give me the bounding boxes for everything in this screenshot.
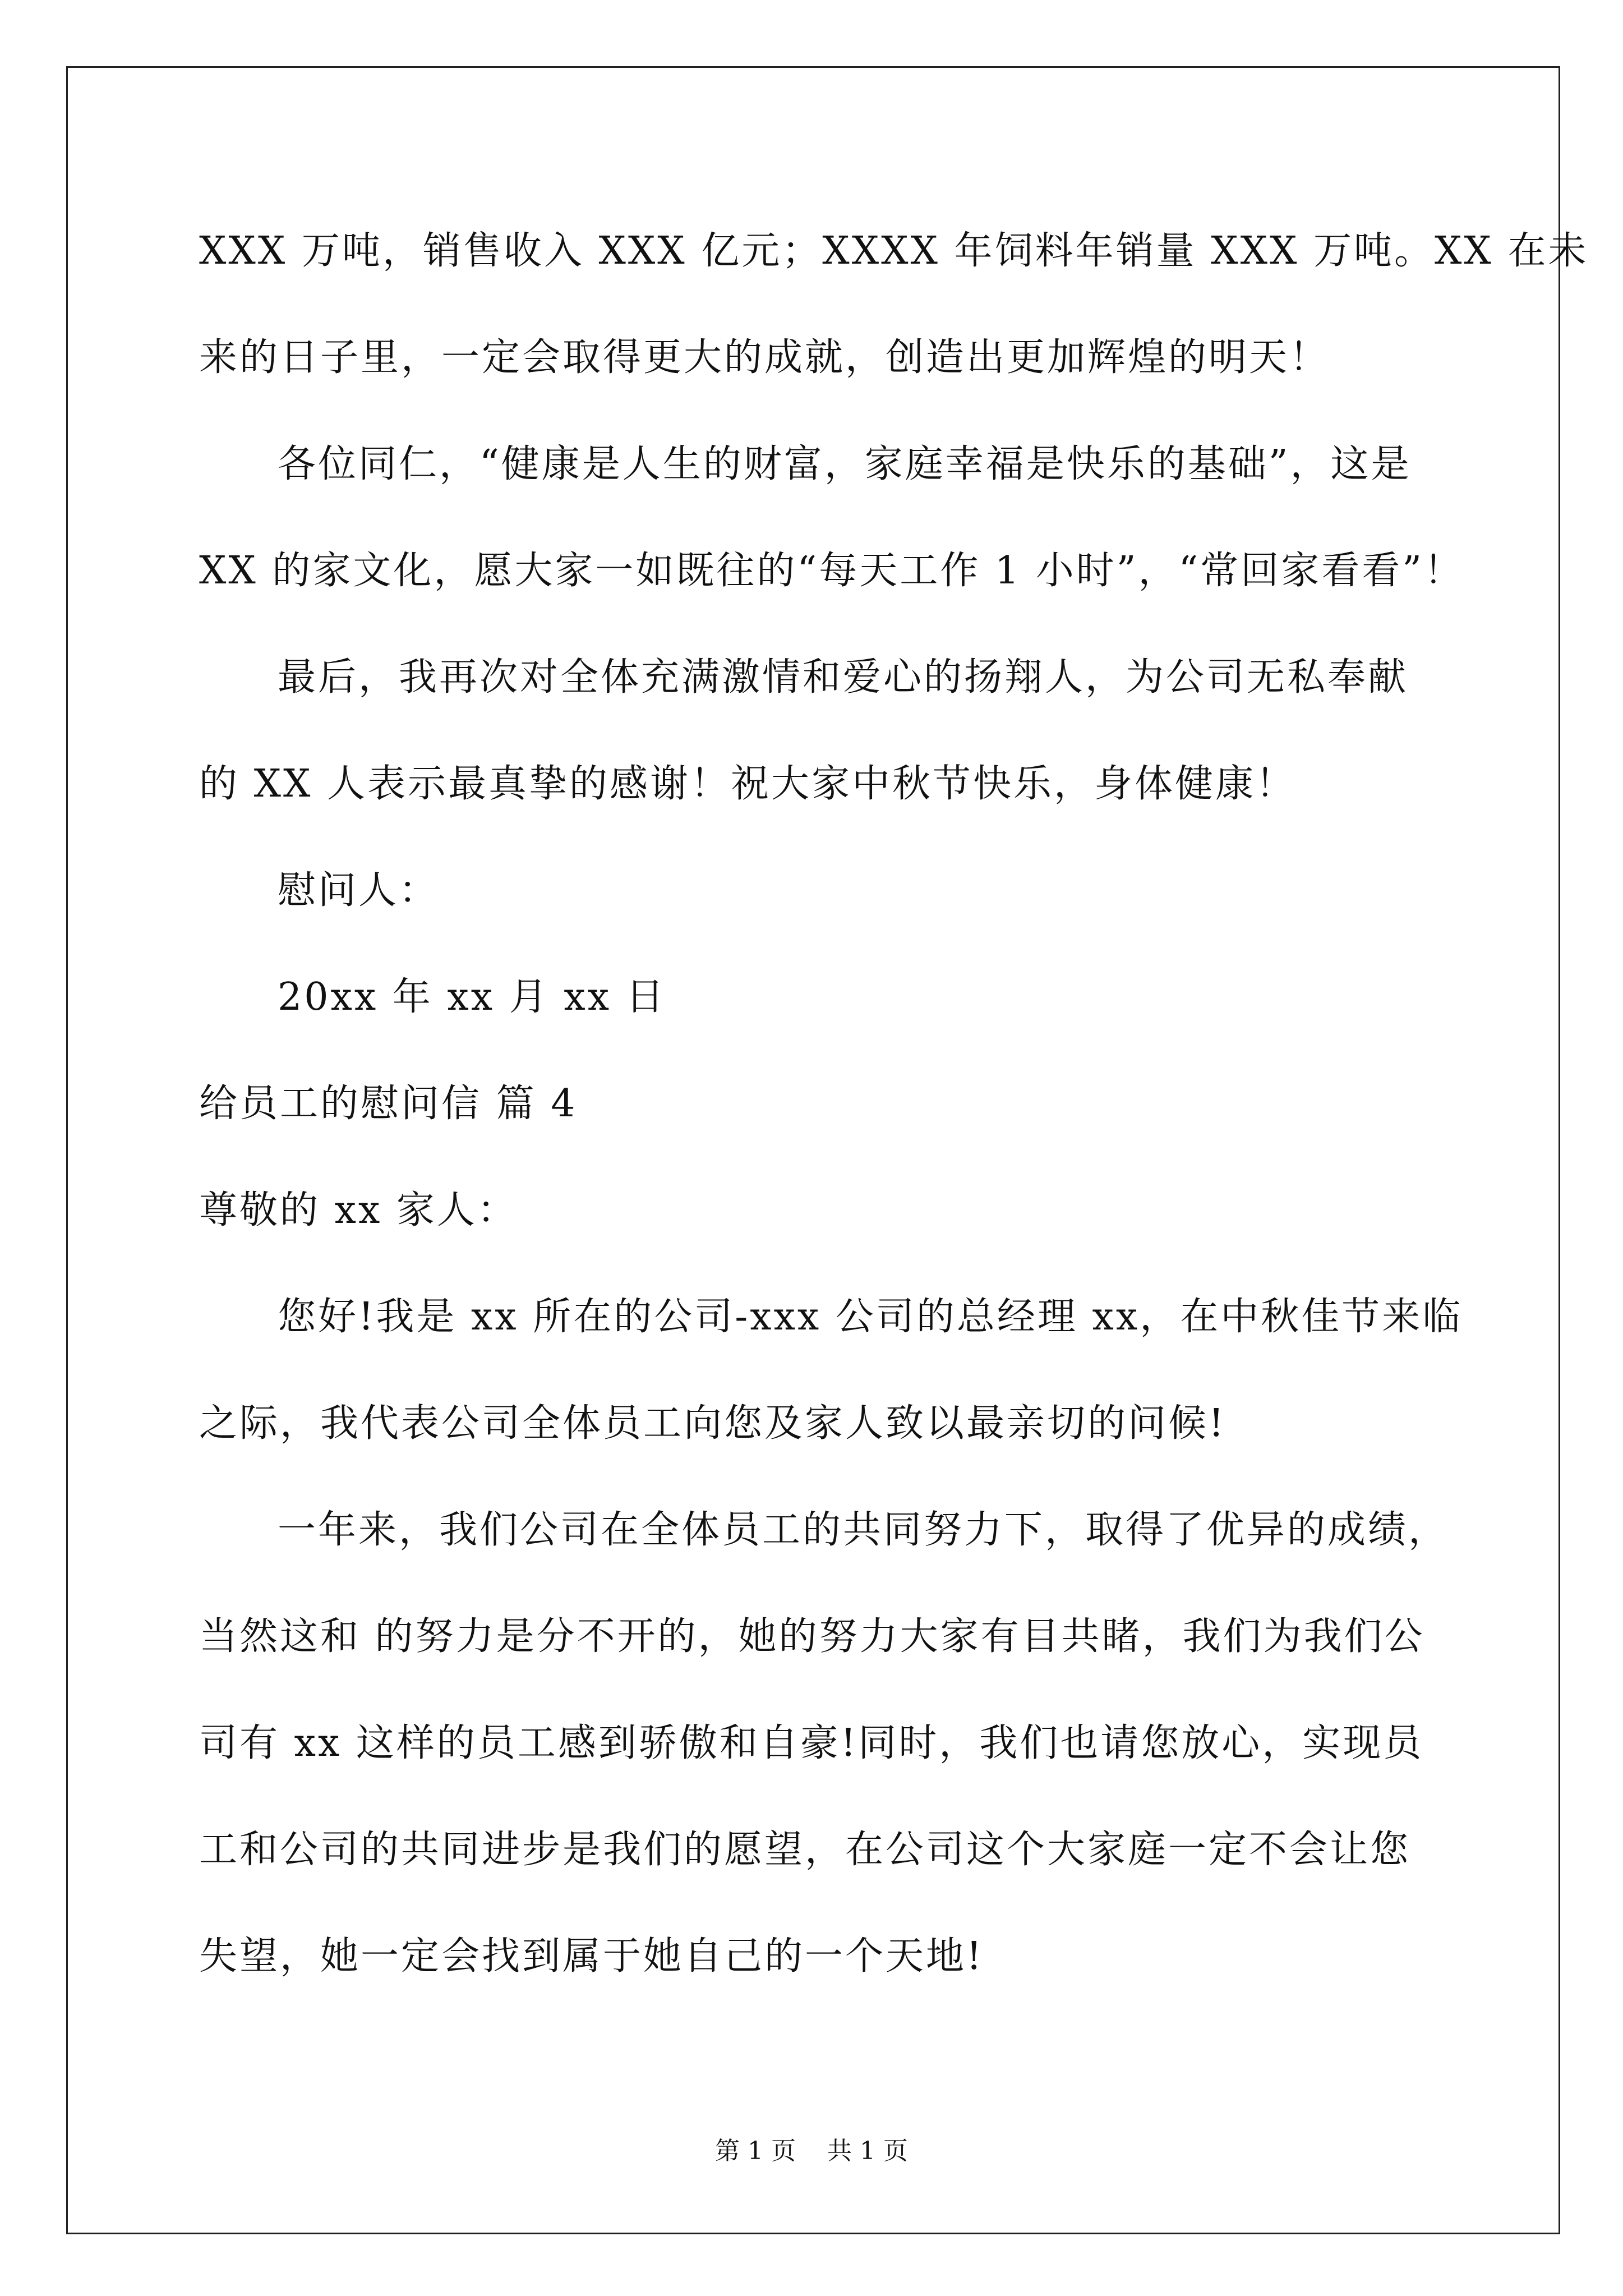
text-line: 最后，我再次对全体充满激情和爱心的扬翔人，为公司无私奉献 <box>278 655 1409 700</box>
text-line: 的 XX 人表示最真挚的感谢！祝大家中秋节快乐，身体健康！ <box>199 762 1297 806</box>
text-line: 各位同仁，“健康是人生的财富，家庭幸福是快乐的基础”，这是 <box>278 442 1412 486</box>
date-line: 20xx 年 xx 月 xx 日 <box>278 975 666 1019</box>
text-line: 工和公司的共同进步是我们的愿望，在公司这个大家庭一定不会让您 <box>199 1828 1411 1872</box>
text-line: 您好!我是 xx 所在的公司-xxx 公司的总经理 xx，在中秋佳节来临 <box>278 1295 1463 1339</box>
text-line: 来的日子里，一定会取得更大的成就，创造出更加辉煌的明天！ <box>199 335 1330 380</box>
page-number-footer: 第 1 页 共 1 页 <box>715 2137 908 2165</box>
section-heading: 给员工的慰问信 篇 4 <box>199 1082 578 1126</box>
signature-label: 慰问人： <box>278 868 440 913</box>
text-line: 之际，我代表公司全体员工向您及家人致以最亲切的问候! <box>199 1401 1227 1446</box>
text-line: XX 的家文化，愿大家一如既往的“每天工作 1 小时”，“常回家看看”！ <box>199 549 1464 593</box>
text-line: 当然这和 的努力是分不开的，她的努力大家有目共睹，我们为我们公 <box>199 1614 1425 1659</box>
text-line: 失望，她一定会找到属于她自己的一个天地! <box>199 1934 984 1978</box>
text-line: 司有 xx 这样的员工感到骄傲和自豪!同时，我们也请您放心，实现员 <box>199 1721 1424 1765</box>
text-line: 一年来，我们公司在全体员工的共同努力下，取得了优异的成绩， <box>278 1508 1449 1552</box>
text-line: XXX 万吨，销售收入 XXX 亿元；XXXX 年饲料年销量 XXX 万吨。XX 在未 <box>199 229 1589 273</box>
salutation: 尊敬的 xx 家人： <box>199 1188 518 1232</box>
page-border <box>66 66 1589 2234</box>
